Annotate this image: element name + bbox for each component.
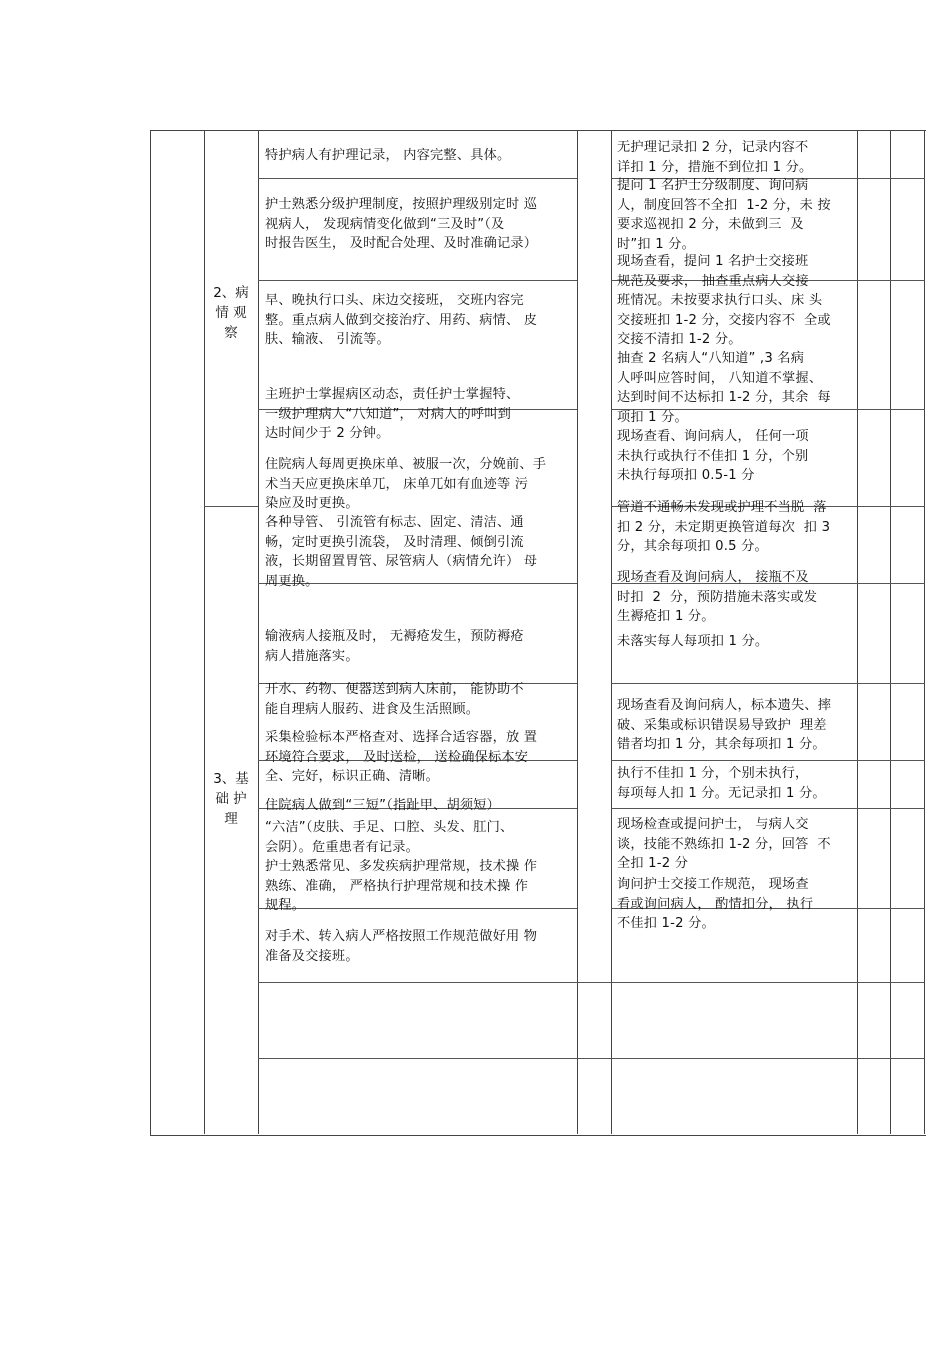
deduction-text: 现场检查或提问护士， 与病人交 谈，技能不熟练扣 1-2 分，回答 不 全扣 1-2 分 — [617, 817, 831, 871]
deduction-text: 未落实每人每项扣 1 分。 — [617, 634, 769, 649]
criterion-text: 护士熟悉分级护理制度，按照护理级别定时 巡 视病人， 发现病情变化做到“三及时”（及 时报告医生， 及时配合处理、及时准确记录） — [265, 197, 538, 251]
criterion-text: 住院病人做到“三短”（指趾甲、胡须短） — [265, 798, 501, 813]
deduction-text: 无护理记录扣 2 分，记录内容不 详扣 1 分，措施不到位扣 1 分。 — [617, 140, 813, 175]
criterion-text: 住院病人每周更换床单、被服一次，分娩前、手 术当天应更换床单兀， 床单兀如有血迹等 污 染应及时更换。 — [265, 457, 547, 511]
deduction-text: 现场查看、询问病人， 任何一项 未执行或执行不佳扣 1 分，个别 未执行每项扣 0.5-1 分 — [617, 429, 809, 483]
criterion-text: “六洁”（皮肤、手足、口腔、头发、肛门、 会阴）。危重患者有记录。 — [265, 820, 514, 855]
criterion-text: 对手术、转入病人严格按照工作规范做好用 物 准备及交接班。 — [265, 929, 538, 964]
row-line — [258, 178, 577, 179]
deduction-text: 提问 1 名护士分级制度、询问病 人，制度回答不全扣 1-2 分，未 按 要求巡视扣 2 分，未做到三 及 时”扣 1 分。 — [617, 178, 831, 252]
col-line-category — [204, 130, 205, 1134]
category-divider — [204, 506, 258, 507]
row-line — [611, 808, 925, 809]
criterion-text: 特护病人有护理记录， 内容完整、具体。 — [265, 148, 511, 163]
row-line — [258, 280, 577, 281]
deduction-text: 执行不佳扣 1 分，个别未执行， 每项每人扣 1 分。无记录扣 1 分。 — [617, 766, 826, 801]
criterion-text: 采集检验标本严格查对、选择合适容器，放 置 环境符合要求， 及时送检， 送检确保标本安 全、完好，标识正确、清晰。 — [265, 730, 538, 784]
deduction-text: 询问护士交接工作规范， 现场查 看或询问病人， 酌情扣分， 执行 不佳扣 1-2 分。 — [617, 877, 814, 931]
row-line — [611, 683, 925, 684]
deduction-text: 现场查看，提问 1 名护士交接班 规范及要求， 抽查重点病人交接 班情况。未按要求执行口头、床 头 交接班扣 1-2 分，交接内容不 全或 交接不清扣 1-2 分。 — [617, 254, 831, 347]
criterion-text: 护士熟悉常见、多发疾病护理常规，技术操 作 熟练、准确， 严格执行护理常规和技术操 作 规程。 — [265, 859, 538, 913]
criterion-text: 主班护士掌握病区动态，责任护士掌握特、 一级护理病人“八知道”， 对病人的呼叫到 达时间少于 2 分钟。 — [265, 387, 520, 441]
deduction-text: 管道不通畅未发现或护理不当脱 落 扣 2 分，未定期更换管道每次 扣 3 分，其余每项扣 0.5 分。 — [617, 500, 831, 554]
deduction-text: 现场查看及询问病人， 接瓶不及 时扣 2 分，预防措施未落实或发 生褥疮扣 1 分。 — [617, 570, 818, 624]
criterion-text: 各种导管、 引流管有标志、固定、清洁、通 畅，定时更换引流袋， 及时清理、倾倒引流 液，长期留置胃管、尿管病人（病情允许） 母 周更换。 — [265, 515, 538, 589]
empty-row-line — [258, 1058, 924, 1059]
criterion-text: 早、晚执行口头、床边交接班， 交班内容完 整。重点病人做到交接治疗、用药、病情、 皮 肤、输液、 引流等。 — [265, 293, 538, 347]
deduction-text: 现场查看及询问病人，标本遗失、摔 破、采集或标识错误易导致护 理差 错者均扣 1 分，其余每项扣 1 分。 — [617, 698, 832, 752]
deduction-text: 抽查 2 名病人“八知道” ,3 名病 人呼叫应答时间， 八知道不掌握、 达到时间不达标扣 1-2 分，其余 每 项扣 1 分。 — [617, 351, 831, 425]
row-line — [611, 760, 925, 761]
category-label: 3、基 础 护 理 — [213, 771, 249, 827]
empty-row-line — [258, 982, 924, 983]
col-line-blank-1 — [577, 130, 578, 1134]
category-label: 2、病 情 观 察 — [213, 285, 249, 341]
criterion-text: 开水、药物、便器送到病人床前， 能协助不 能自理病人服药、进食及生活照顾。 — [265, 682, 524, 717]
criterion-text: 输液病人接瓶及时， 无褥疮发生，预防褥疮 病人措施落实。 — [265, 629, 524, 664]
